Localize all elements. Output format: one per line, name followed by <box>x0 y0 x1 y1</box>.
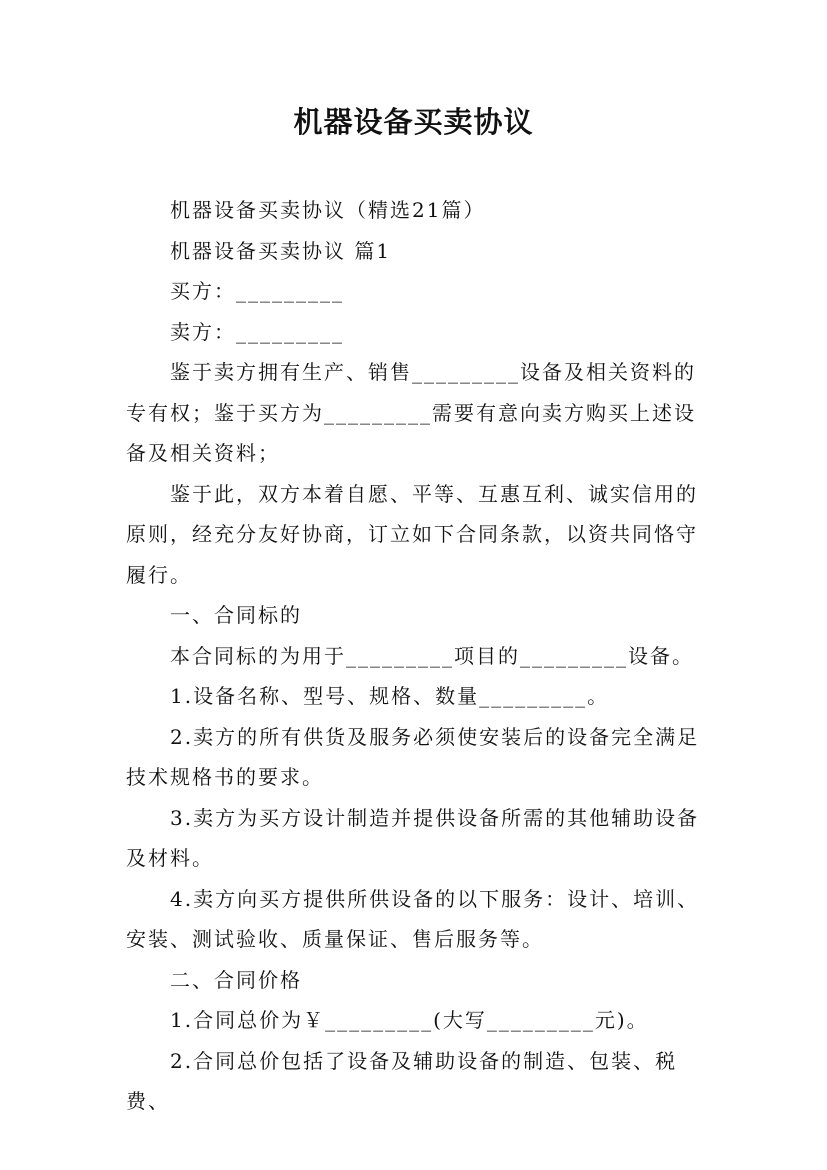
paragraph-item-2: 2.卖方的所有供货及服务必须使安装后的设备完全满足技术规格书的要求。 <box>126 724 700 789</box>
paragraph-buyer: 买方：_________ <box>170 279 344 303</box>
paragraph-heading-subject: 一、合同标的 <box>170 603 302 627</box>
paragraph-item-1: 1.设备名称、型号、规格、数量_________。 <box>170 684 610 708</box>
paragraph-subtitle: 机器设备买卖协议（精选21篇） <box>170 198 486 222</box>
paragraph-section-heading: 机器设备买卖协议 篇1 <box>170 238 392 263</box>
paragraph-price-1: 1.合同总价为￥_________(大写_________元)。 <box>170 1008 649 1032</box>
document-title: 机器设备买卖协议 <box>293 105 534 139</box>
paragraph-recital-1: 鉴于卖方拥有生产、销售_________设备及相关资料的专有权；鉴于买方为_________需要有意向卖方购买上述设备及相关资料； <box>126 360 696 465</box>
paragraph-subject: 本合同标的为用于_________项目的_________设备。 <box>170 643 694 668</box>
paragraph-item-4: 4.卖方向买方提供所供设备的以下服务：设计、培训、安装、测试验收、质量保证、售后服务等。 <box>126 886 700 951</box>
document-body <box>126 190 716 1122</box>
paragraph-recital-2: 鉴于此，双方本着自愿、平等、互惠互利、诚实信用的原则，经充分友好协商，订立如下合同条款，以资共同恪守履行。 <box>126 481 698 587</box>
paragraph-heading-price: 二、合同价格 <box>170 967 302 992</box>
paragraph-price-2: 2.合同总价包括了设备及辅助设备的制造、包装、税费、 <box>126 1048 678 1113</box>
paragraph-item-3: 3.卖方为买方设计制造并提供设备所需的其他辅助设备及材料。 <box>126 805 700 870</box>
paragraph-seller: 卖方：_________ <box>170 319 344 344</box>
